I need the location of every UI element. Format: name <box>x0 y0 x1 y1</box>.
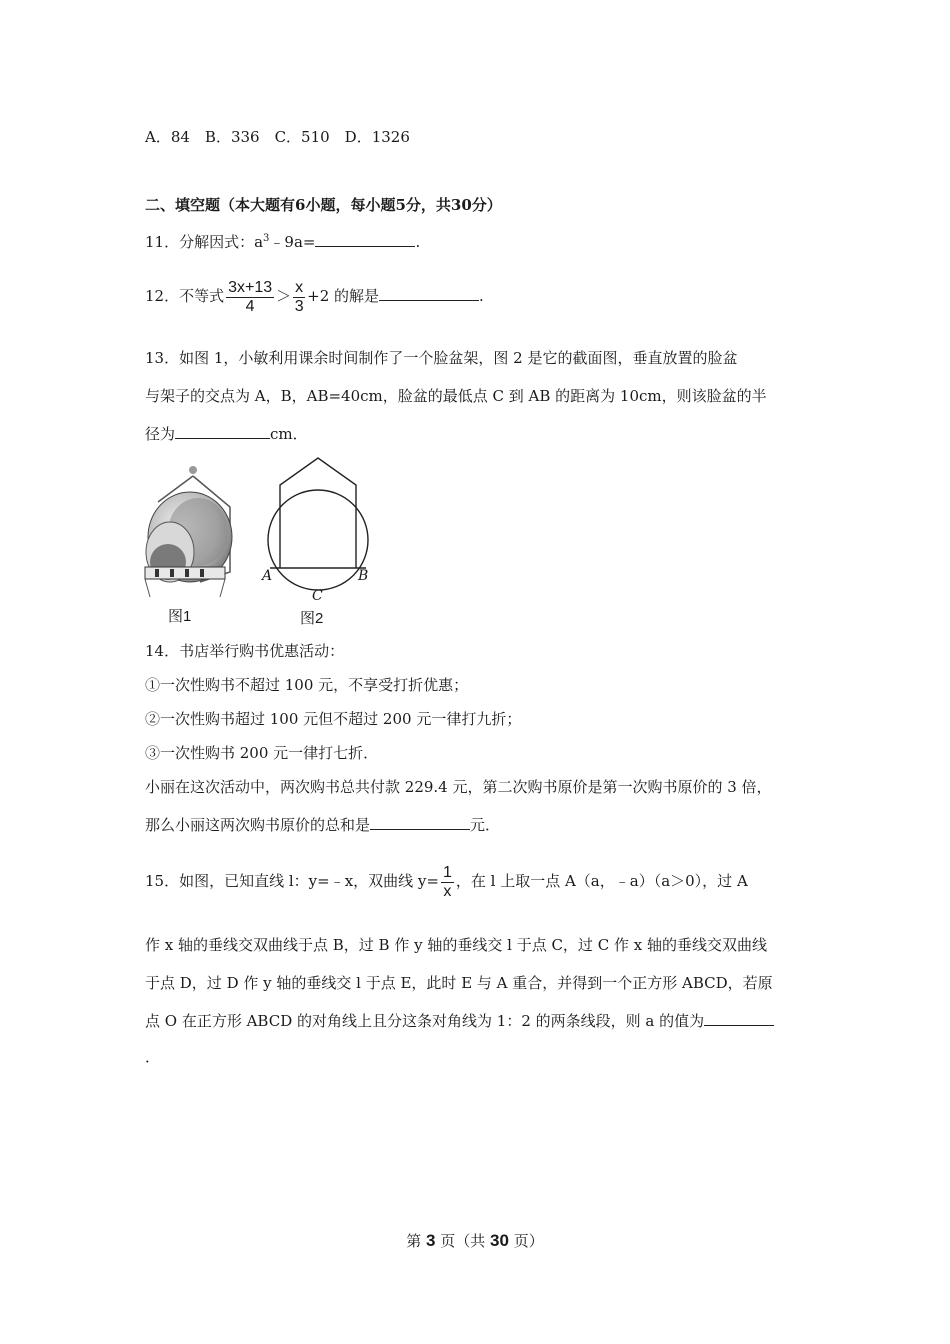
q13-line3-suffix: cm． <box>270 425 308 443</box>
q13-line-1: 13．如图 1，小敏利用课余时间制作了一个脸盆架，图 2 是它的截面图，垂直放置的脸盆 <box>145 349 738 367</box>
q13-line3-prefix: 径为 <box>145 425 176 443</box>
footer-page-number: 3 <box>426 1231 436 1250</box>
q14-line-6 <box>145 815 500 835</box>
q15-line-5: ． <box>145 1048 161 1066</box>
q15-line-3: 于点 D，过 D 作 y 轴的垂线交 l 于点 E，此时 E 与 A 重合，并得到一个正方形 ABCD，若原 <box>145 974 773 992</box>
q14-line-1: 14．书店举行购书优惠活动： <box>145 642 345 660</box>
q13-answer-blank[interactable] <box>175 424 270 439</box>
q12-fraction-1 <box>226 279 274 316</box>
q14-item-3: ③一次性购书 200 元一律打七折． <box>145 744 379 762</box>
q14-line6-prefix: 那么小丽这两次购书原价的总和是 <box>145 816 371 834</box>
q12-answer-blank[interactable] <box>379 286 479 301</box>
q14-answer-blank[interactable] <box>370 815 470 830</box>
q10-options: A．84 B．336 C．510 D．1326 <box>145 128 410 146</box>
q11-exponent: 3 <box>263 233 270 244</box>
label-c: C <box>312 588 323 604</box>
q11-prefix: 11．分解因式：a <box>145 233 264 251</box>
q15-line1-prefix: 15．如图，已知直线 l：y=﹣x，双曲线 y= <box>145 872 439 890</box>
q11-end: . <box>415 233 421 251</box>
q12-end: . <box>479 287 484 305</box>
q15-line1-suffix: ，在 l 上取一点 A（a，﹣a）（a＞0），过 A <box>455 872 748 890</box>
q12-frac1-denominator: 4 <box>245 297 255 315</box>
question-12 <box>145 276 484 316</box>
footer-suffix: 页） <box>508 1232 544 1250</box>
q14-item-2: ②一次性购书超过 100 元但不超过 200 元一律打九折； <box>145 710 522 728</box>
q14-line-5: 小丽在这次活动中，两次购书总共付款 229.4 元，第二次购书原价是第一次购书原价的 3 倍， <box>145 778 772 796</box>
q12-frac2-denominator: 3 <box>294 297 304 315</box>
q12-prefix: 12．不等式 <box>145 287 225 305</box>
q11-answer-blank[interactable] <box>315 232 415 247</box>
q14-line6-suffix: 元． <box>470 816 501 834</box>
label-a: A <box>262 568 273 584</box>
label-b: B <box>358 568 369 584</box>
q12-greater-than: ＞ <box>276 287 292 305</box>
question-11 <box>145 229 420 252</box>
q13-line-3 <box>145 424 308 444</box>
q15-answer-blank[interactable] <box>704 1011 774 1026</box>
q15-fraction <box>441 864 454 901</box>
q12-frac2-numerator: x <box>295 278 304 296</box>
q12-fraction-2 <box>293 279 305 316</box>
section-title: 二、填空题（本大题有6小题，每小题5分，共30分） <box>145 196 502 214</box>
footer-prefix: 第 <box>406 1232 427 1250</box>
q15-line4-text: 点 O 在正方形 ABCD 的对角线上且分这条对角线为 1：2 的两条线段，则 a 的值为 <box>145 1012 705 1030</box>
figure-2-caption: 图2 <box>300 610 324 627</box>
figure-1-caption: 图1 <box>168 608 192 625</box>
q15-line-2: 作 x 轴的垂线交双曲线于点 B，过 B 作 y 轴的垂线交 l 于点 C，过 C 作 x 轴的垂线交双曲线 <box>145 936 767 954</box>
footer-total-pages: 30 <box>490 1231 509 1250</box>
q12-frac1-numerator: 3x+13 <box>228 278 273 296</box>
page-footer <box>0 1230 950 1251</box>
q12-suffix: +2 的解是 <box>307 287 380 305</box>
q15-frac-numerator: 1 <box>442 863 452 881</box>
q15-line-1 <box>145 861 748 901</box>
q11-suffix: ﹣9a= <box>269 233 316 251</box>
q13-line-2: 与架子的交点为 A，B，AB=40cm，脸盆的最低点 C 到 AB 的距离为 10cm，则该脸盆的半 <box>145 387 767 405</box>
basin-stand-illustration <box>140 462 235 627</box>
q14-item-1: ①一次性购书不超过 100 元，不享受打折优惠； <box>145 676 469 694</box>
figure-2 <box>258 455 383 630</box>
q15-frac-denominator: x <box>443 882 452 900</box>
q15-line-4 <box>145 1011 774 1031</box>
figure-1 <box>140 462 235 627</box>
footer-mid: 页（共 <box>435 1232 491 1250</box>
